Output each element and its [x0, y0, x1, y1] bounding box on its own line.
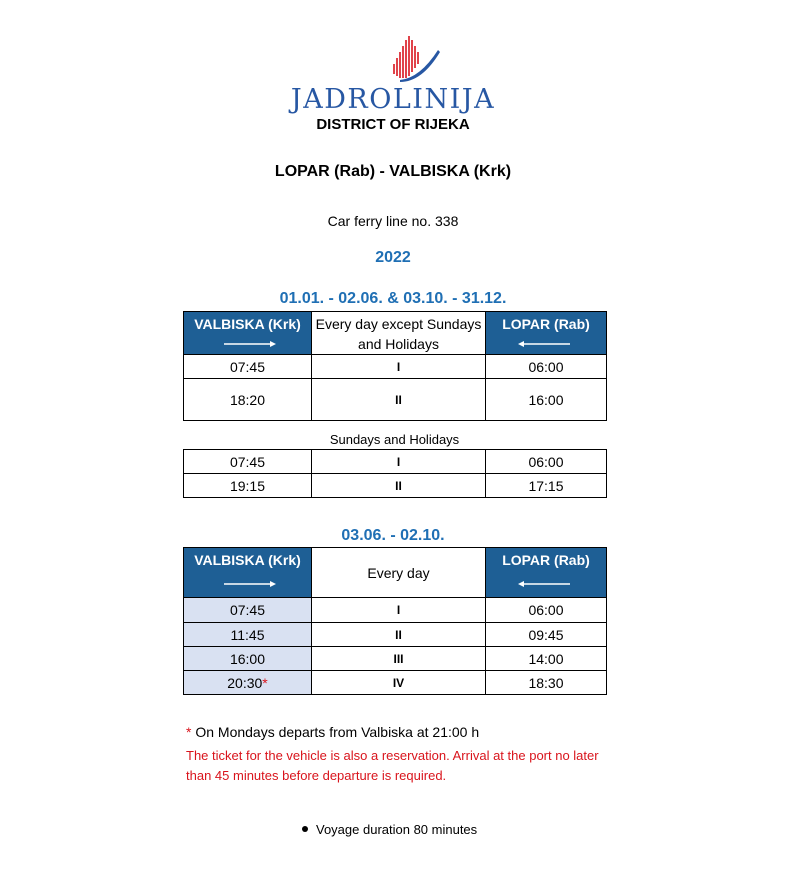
table-header-row — [184, 312, 607, 355]
lopar-time: 14:00 — [486, 647, 607, 671]
valbiska-header-label: VALBISKA (Krk) — [194, 316, 301, 332]
voyage-duration-text: Voyage duration 80 minutes — [316, 822, 478, 837]
departure-number: II — [312, 474, 486, 498]
season2-timetable — [183, 547, 607, 695]
table-header-row — [184, 548, 607, 598]
reservation-note: The ticket for the vehicle is also a reservation. Arrival at the port no later than 45 minutes before departure is required. — [186, 748, 599, 783]
departure-number: I — [312, 450, 486, 474]
arrow-left-icon — [516, 579, 576, 589]
table-row — [184, 647, 607, 671]
lopar-header-label: LOPAR (Rab) — [502, 552, 590, 568]
valbiska-header — [184, 548, 312, 598]
sundays-timetable — [183, 449, 607, 498]
valbiska-time: 07:45 — [184, 355, 312, 379]
line-number: Car ferry line no. 338 — [327, 213, 459, 229]
arrow-right-icon — [218, 339, 278, 349]
valbiska-time: 07:45 — [184, 598, 312, 623]
monday-note-text: On Mondays departs from Valbiska at 21:00 h — [195, 724, 480, 740]
schedule-days-header: Every day except Sundays and Holidays — [312, 312, 486, 355]
departure-number: I — [312, 598, 486, 623]
season1-period: 01.01. - 02.06. & 03.10. - 31.12. — [279, 290, 507, 307]
season1-timetable — [183, 311, 607, 421]
year-title: 2022 — [375, 249, 411, 266]
monday-note — [186, 724, 479, 740]
departure-number: III — [312, 647, 486, 671]
valbiska-time: 19:15 — [184, 474, 312, 498]
valbiska-header — [184, 312, 312, 355]
table-row — [184, 379, 607, 421]
lopar-header-label: LOPAR (Rab) — [502, 316, 590, 332]
table-row — [184, 474, 607, 498]
schedule-days-header: Every day — [312, 548, 486, 598]
jadrolinija-logo-icon — [386, 34, 442, 84]
lopar-time: 17:15 — [486, 474, 607, 498]
lopar-time: 16:00 — [486, 379, 607, 421]
table-row — [184, 671, 607, 695]
table-row — [184, 355, 607, 379]
logo-wordmark: JADROLINIJA — [290, 84, 496, 115]
table-row — [184, 598, 607, 623]
valbiska-time: 16:00 — [184, 647, 312, 671]
lopar-time: 09:45 — [486, 623, 607, 647]
note-star: * — [186, 724, 192, 740]
valbiska-header-label: VALBISKA (Krk) — [194, 552, 301, 568]
departure-number: IV — [312, 671, 486, 695]
arrow-left-icon — [516, 339, 576, 349]
departure-number: I — [312, 355, 486, 379]
valbiska-time — [184, 671, 312, 695]
sundays-label: Sundays and Holidays — [329, 432, 460, 447]
lopar-header — [486, 312, 607, 355]
season2-period: 03.06. - 02.10. — [341, 527, 445, 544]
valbiska-time-value: 20:30 — [227, 674, 263, 691]
table-row — [184, 450, 607, 474]
valbiska-time: 18:20 — [184, 379, 312, 421]
district-title: DISTRICT OF RIJEKA — [316, 116, 470, 133]
voyage-duration — [302, 822, 477, 837]
valbiska-time: 07:45 — [184, 450, 312, 474]
lopar-time: 06:00 — [486, 355, 607, 379]
departure-number: II — [312, 623, 486, 647]
footnote-star: * — [262, 674, 268, 691]
lopar-header — [486, 548, 607, 598]
lopar-time: 06:00 — [486, 450, 607, 474]
valbiska-time: 11:45 — [184, 623, 312, 647]
lopar-time: 18:30 — [486, 671, 607, 695]
lopar-time: 06:00 — [486, 598, 607, 623]
table-row — [184, 623, 607, 647]
route-title: LOPAR (Rab) - VALBISKA (Krk) — [274, 163, 512, 180]
arrow-right-icon — [218, 579, 278, 589]
bullet-icon — [302, 826, 308, 832]
departure-number: II — [312, 379, 486, 421]
